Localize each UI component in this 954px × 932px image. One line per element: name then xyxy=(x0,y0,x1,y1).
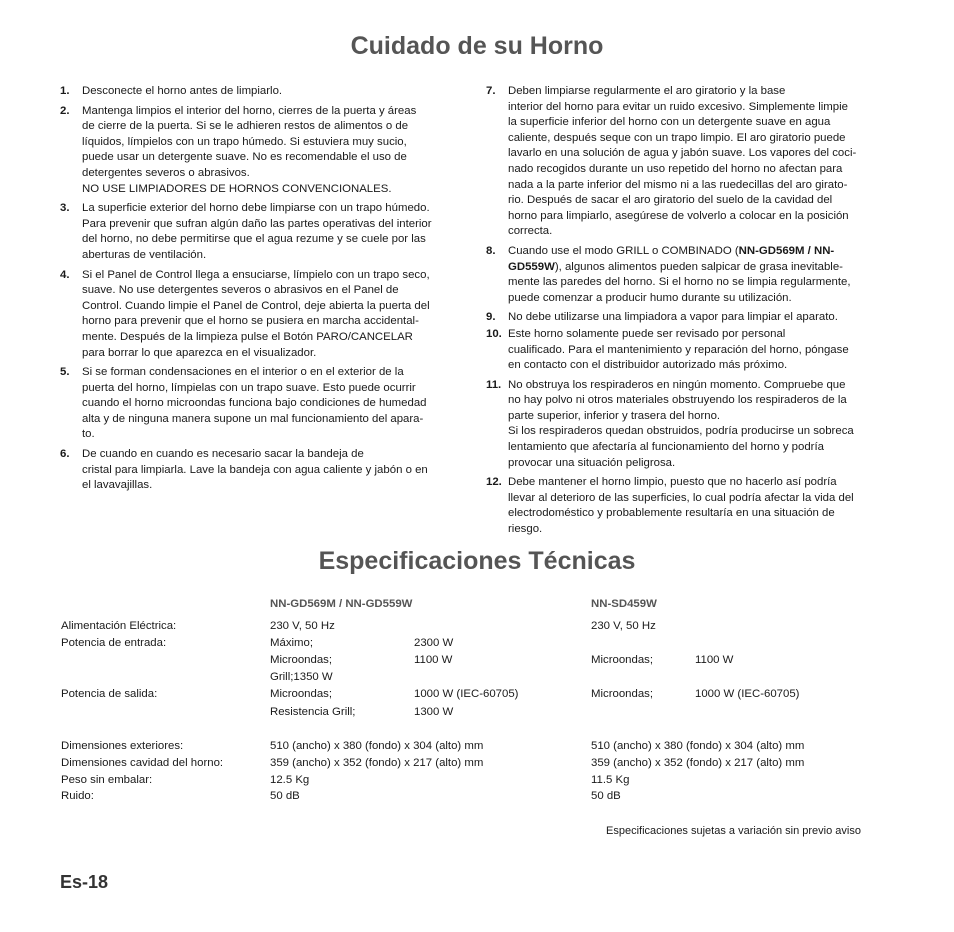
item-line: Para prevenir que sufran algún daño las partes operativas del interior xyxy=(82,217,432,230)
item-number: 3. xyxy=(60,202,70,215)
item-line: electrodoméstico y probablemente resultaría en una situación de xyxy=(508,507,835,520)
care-item-12 xyxy=(486,475,898,537)
care-item-10 xyxy=(486,327,898,374)
item-line: No obstruya los respiraderos en ningún momento. Compruebe que xyxy=(508,378,846,391)
item-line: correcta. xyxy=(508,225,553,238)
spec-value: 1100 W xyxy=(695,654,734,666)
spec-value: 359 (ancho) x 352 (fondo) x 217 (alto) mm xyxy=(270,757,484,769)
item-line: horno para prevenir que el horno se pusiera en marcha accidental- xyxy=(82,315,419,328)
care-section-title: Cuidado de su Horno xyxy=(350,32,604,60)
item-line: Control. Cuando limpie el Panel de Control, deje abierta la puerta del xyxy=(82,299,430,312)
item-line: Este horno solamente puede ser revisado por personal xyxy=(508,327,786,340)
item-line: mente. Después de la limpieza pulse el Botón PARO/CANCELAR xyxy=(82,330,413,343)
item-line: interior del horno para evitar un ruido excesivo. Simplemente limpie xyxy=(508,100,848,113)
care-item-4 xyxy=(60,268,470,362)
item-text: ), algunos alimentos pueden salpicar de grasa inevitable- xyxy=(554,260,843,273)
spec-section-title: Especificaciones Técnicas xyxy=(318,547,636,575)
item-number: 8. xyxy=(486,244,496,257)
item-line: to. xyxy=(82,428,95,441)
care-item-1 xyxy=(60,84,470,100)
item-line: en contacto con el distribuidor autorizado más próximo. xyxy=(508,359,788,372)
item-line: cuando el horno microondas funciona bajo condiciones de humedad xyxy=(82,397,427,410)
care-item-2 xyxy=(60,104,470,198)
spec-label: Potencia de salida: xyxy=(61,688,158,700)
item-line: llevar al deterioro de las superficies, lo cual podría afectar la vida del xyxy=(508,491,854,504)
item-number: 9. xyxy=(486,311,496,324)
item-number: 10. xyxy=(486,327,502,340)
item-line: nada a la parte inferior del mismo ni a las ruedecillas del aro girato- xyxy=(508,178,848,191)
item-line xyxy=(508,260,898,276)
spec-label: Ruido: xyxy=(61,790,94,802)
item-line xyxy=(508,244,898,260)
spec-value: 1000 W (IEC-60705) xyxy=(695,688,800,700)
care-list-left xyxy=(60,84,470,498)
item-line: aberturas de ventilación. xyxy=(82,248,207,261)
item-line: lentamiento que afectaría al funcionamiento del horno y podría xyxy=(508,441,824,454)
care-item-6 xyxy=(60,447,470,494)
care-item-5 xyxy=(60,365,470,443)
item-line: rio. Después de sacar el aro giratorio del suelo de la cavidad del xyxy=(508,194,833,207)
spec-value: 230 V, 50 Hz xyxy=(270,620,335,632)
item-line: De cuando en cuando es necesario sacar la bandeja de xyxy=(82,448,364,461)
item-line: detergentes severos o abrasivos. xyxy=(82,166,250,179)
item-line: riesgo. xyxy=(508,523,543,536)
model-name-bold: GD559W xyxy=(508,260,555,273)
spec-label: Alimentación Eléctrica: xyxy=(61,620,177,632)
page-number: Es-18 xyxy=(60,872,109,892)
item-line: alta y de ninguna manera supone un mal funcionamiento del apara- xyxy=(82,412,424,425)
spec-value: 1300 W xyxy=(414,706,454,718)
item-line: No debe utilizarse una limpiadora a vapor para limpiar el aparato. xyxy=(508,311,838,324)
spec-value: 510 (ancho) x 380 (fondo) x 304 (alto) mm xyxy=(270,740,484,752)
item-line: para borrar lo que aparezca en el visualizador. xyxy=(82,346,317,359)
spec-model-header-b: NN-SD459W xyxy=(591,598,657,610)
spec-value: Resistencia Grill; xyxy=(270,706,356,718)
item-line: no hay polvo ni otros materiales obstruyendo los respiraderos de la xyxy=(508,394,847,407)
item-number: 2. xyxy=(60,104,70,117)
item-line: el lavavajillas. xyxy=(82,479,153,492)
spec-value: 1000 W (IEC-60705) xyxy=(414,688,519,700)
item-line: provocar una situación peligrosa. xyxy=(508,456,676,469)
item-line: cualificado. Para el mantenimiento y reparación del horno, póngase xyxy=(508,343,849,356)
care-item-11 xyxy=(486,378,898,472)
item-number: 12. xyxy=(486,476,502,489)
care-list-right xyxy=(486,84,898,542)
spec-value: 1100 W xyxy=(414,654,453,666)
spec-value: Máximo; xyxy=(270,637,314,649)
item-text: Cuando use el modo GRILL o COMBINADO ( xyxy=(508,244,739,257)
item-number: 1. xyxy=(60,85,70,97)
spec-value: 11.5 Kg xyxy=(591,774,630,786)
care-item-9 xyxy=(486,310,898,326)
spec-value: 2300 W xyxy=(414,637,454,649)
item-line: cristal para limpiarla. Lave la bandeja con agua caliente y jabón o en xyxy=(82,463,428,476)
spec-value: Grill;1350 W xyxy=(270,671,333,683)
spec-label: Dimensiones cavidad del horno: xyxy=(61,757,224,769)
item-number: 5. xyxy=(60,366,70,379)
item-line: puede comenzar a producir humo durante su utilización. xyxy=(508,291,792,304)
item-line: mente las paredes del horno. Si el horno no se limpia regularmente, xyxy=(508,276,851,289)
item-number: 7. xyxy=(486,85,496,97)
care-item-8 xyxy=(486,244,898,306)
care-item-3 xyxy=(60,201,470,263)
item-line: lavarlo en una solución de agua y jabón suave. Los vapores del coci- xyxy=(508,147,857,160)
item-line: Si los respiraderos quedan obstruidos, podría producirse un sobreca xyxy=(508,425,854,438)
item-line: suave. No use detergentes severos o abrasivos en el Panel de xyxy=(82,284,399,297)
item-line: líquidos, límpielos con un trapo húmedo. Si estuviera muy sucio, xyxy=(82,135,407,148)
spec-value: Microondas; xyxy=(270,654,333,666)
spec-value: Microondas; xyxy=(591,688,654,700)
spec-value: 50 dB xyxy=(270,790,300,802)
spec-value: 230 V, 50 Hz xyxy=(591,620,656,632)
item-line: nado recogidos durante un uso repetido del horno no afectan para xyxy=(508,162,843,175)
item-line: la superficie inferior del horno con un detergente suave en agua xyxy=(508,116,831,129)
item-line: Desconecte el horno antes de limpiarlo. xyxy=(82,85,283,97)
spec-label: Dimensiones exteriores: xyxy=(61,740,184,752)
item-line: caliente, después seque con un trapo limpio. El aro giratorio puede xyxy=(508,131,846,144)
spec-value: 12.5 Kg xyxy=(270,774,310,786)
item-line: NO USE LIMPIADORES DE HORNOS CONVENCIONALES. xyxy=(82,182,392,195)
care-item-7 xyxy=(486,84,898,240)
spec-label: Peso sin embalar: xyxy=(61,774,153,786)
item-line: Mantenga limpios el interior del horno, cierres de la puerta y áreas xyxy=(82,104,417,117)
spec-footnote: Especificaciones sujetas a variación sin previo aviso xyxy=(606,825,861,837)
item-line: Si el Panel de Control llega a ensuciarse, límpielo con un trapo seco, xyxy=(82,268,430,281)
item-line: horno para limpiarlo, asegúrese de volverlo a colocar en la posición xyxy=(508,209,849,222)
item-line: del horno, no debe permitirse que el agua rezume y se cuele por las xyxy=(82,233,426,246)
spec-value: 359 (ancho) x 352 (fondo) x 217 (alto) mm xyxy=(591,757,805,769)
item-number: 6. xyxy=(60,448,70,461)
item-number: 11. xyxy=(486,378,502,391)
spec-model-header-a: NN-GD569M / NN-GD559W xyxy=(270,598,413,610)
item-number: 4. xyxy=(60,268,70,281)
item-line: La superficie exterior del horno debe limpiarse con un trapo húmedo. xyxy=(82,202,430,215)
item-line: Deben limpiarse regularmente el aro giratorio y la base xyxy=(508,85,786,97)
item-line: parte superior, inferior y trasera del horno. xyxy=(508,409,721,422)
spec-value: 510 (ancho) x 380 (fondo) x 304 (alto) mm xyxy=(591,740,805,752)
item-line: Si se forman condensaciones en el interior o en el exterior de la xyxy=(82,366,404,379)
model-name-bold: NN-GD569M / NN- xyxy=(738,244,835,257)
spec-value: Microondas; xyxy=(270,688,333,700)
item-line: de cierre de la puerta. Si se le adhieren restos de alimentos o de xyxy=(82,120,409,133)
item-line: Debe mantener el horno limpio, puesto que no hacerlo así podría xyxy=(508,476,837,489)
spec-label: Potencia de entrada: xyxy=(61,637,167,649)
spec-value: Microondas; xyxy=(591,654,654,666)
spec-value: 50 dB xyxy=(591,790,621,802)
item-line: puerta del horno, límpielas con un trapo suave. Esto puede ocurrir xyxy=(82,381,416,394)
item-line: puede usar un detergente suave. No es recomendable el uso de xyxy=(82,151,407,164)
